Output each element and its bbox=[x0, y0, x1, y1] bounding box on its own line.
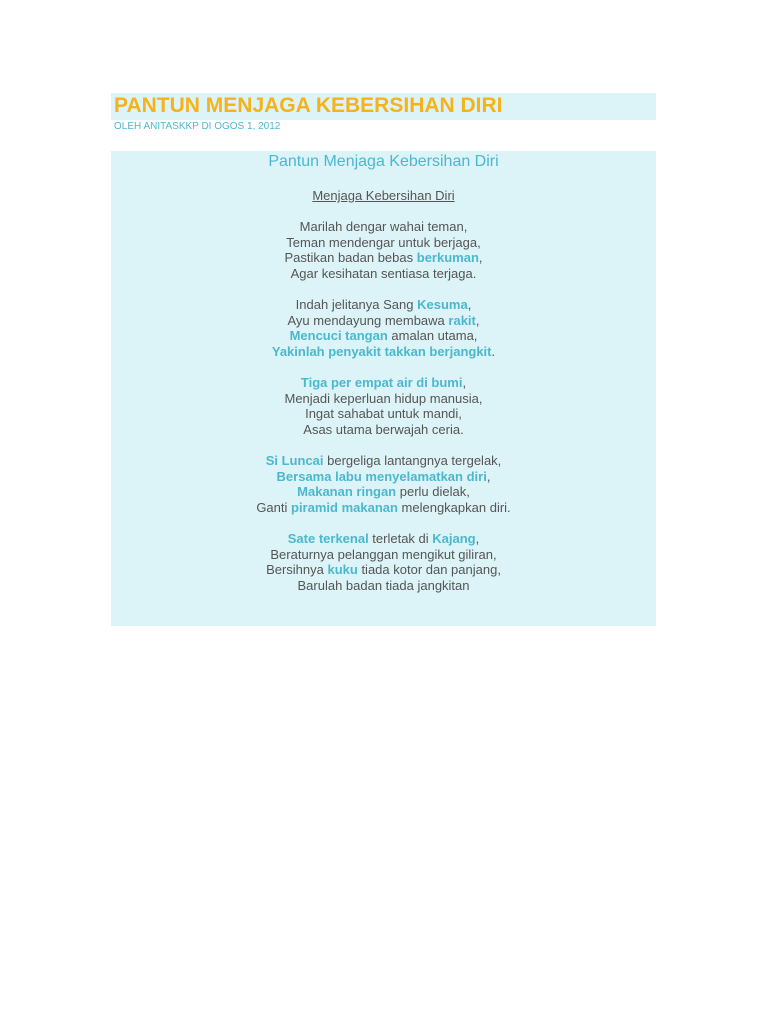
post-byline[interactable]: OLEH ANITASKKP DI OGOS 1, 2012 bbox=[114, 121, 281, 132]
content-title: Pantun Menjaga Kebersihan Diri bbox=[268, 153, 499, 170]
stanza-line bbox=[111, 531, 656, 547]
keyword-link[interactable]: piramid makanan bbox=[291, 499, 398, 515]
keyword-link[interactable]: Mencuci tangan bbox=[289, 328, 388, 344]
stanza-line bbox=[111, 328, 656, 344]
stanza-line bbox=[111, 250, 656, 266]
keyword-link[interactable]: Bersama labu menyelamatkan diri bbox=[276, 468, 487, 484]
stanza bbox=[111, 297, 656, 359]
stanza-line bbox=[111, 297, 656, 313]
line-text: Barulah badan tiada jangkitan bbox=[297, 577, 470, 593]
stanza-line bbox=[111, 266, 656, 282]
stanza bbox=[111, 219, 656, 281]
stanza-line bbox=[111, 391, 656, 407]
keyword-link[interactable]: Yakinlah penyakit takkan berjangkit bbox=[271, 343, 492, 359]
line-text: Ingat sahabat untuk mandi, bbox=[305, 406, 462, 422]
line-text: , bbox=[475, 531, 480, 546]
stanza-line bbox=[111, 344, 656, 360]
stanza-line bbox=[111, 578, 656, 594]
stanza bbox=[111, 531, 656, 593]
line-text: Teman mendengar untuk berjaga, bbox=[286, 234, 481, 250]
stanza-line bbox=[111, 313, 656, 329]
stanza-line bbox=[111, 375, 656, 391]
stanza-line bbox=[111, 562, 656, 578]
keyword-link[interactable]: Tiga per empat air di bumi bbox=[300, 375, 463, 390]
line-text: melengkapkan diri. bbox=[397, 499, 511, 515]
keyword-link[interactable]: Makanan ringan bbox=[297, 484, 397, 500]
line-text: perlu dielak, bbox=[396, 484, 470, 500]
stanza-line bbox=[111, 219, 656, 235]
line-text: terletak di bbox=[368, 531, 433, 546]
keyword-link[interactable]: Kesuma bbox=[417, 297, 468, 312]
keyword-link[interactable]: Sate terkenal bbox=[287, 531, 369, 546]
line-text: , bbox=[478, 250, 483, 266]
post-title: PANTUN MENJAGA KEBERSIHAN DIRI bbox=[114, 94, 503, 117]
pantun-content-panel bbox=[111, 151, 656, 626]
stanza-line bbox=[111, 422, 656, 438]
stanza-line bbox=[111, 453, 656, 469]
line-text: tiada kotor dan panjang, bbox=[357, 562, 501, 578]
line-text: , bbox=[475, 312, 480, 328]
line-text: Asas utama berwajah ceria. bbox=[303, 421, 464, 437]
keyword-link[interactable]: Kajang bbox=[432, 531, 476, 546]
stanza bbox=[111, 375, 656, 437]
keyword-link[interactable]: rakit bbox=[448, 312, 476, 328]
line-text: , bbox=[467, 297, 472, 312]
line-text: Marilah dengar wahai teman, bbox=[299, 219, 468, 234]
stanza bbox=[111, 453, 656, 515]
line-text: , bbox=[462, 375, 467, 390]
stanza-line bbox=[111, 484, 656, 500]
content-subheading: Menjaga Kebersihan Diri bbox=[312, 188, 455, 203]
stanza-line bbox=[111, 235, 656, 251]
line-text: . bbox=[491, 343, 496, 359]
line-text: , bbox=[486, 468, 491, 484]
line-text: Agar kesihatan sentiasa terjaga. bbox=[290, 265, 477, 281]
line-text: amalan utama, bbox=[387, 328, 478, 344]
keyword-link[interactable]: kuku bbox=[327, 562, 358, 578]
keyword-link[interactable]: Si Luncai bbox=[265, 453, 324, 468]
line-text: Ganti bbox=[256, 499, 291, 515]
stanza-line bbox=[111, 406, 656, 422]
keyword-link[interactable]: berkuman bbox=[416, 250, 479, 266]
stanza-line bbox=[111, 500, 656, 516]
stanza-line bbox=[111, 469, 656, 485]
line-text: bergeliga lantangnya tergelak, bbox=[323, 453, 502, 468]
line-text: Indah jelitanya Sang bbox=[295, 297, 418, 312]
line-text: Ayu mendayung membawa bbox=[287, 312, 449, 328]
line-text: Pastikan badan bebas bbox=[284, 250, 417, 266]
line-text: Menjadi keperluan hidup manusia, bbox=[284, 390, 483, 406]
line-text: Beraturnya pelanggan mengikut giliran, bbox=[270, 546, 497, 562]
stanza-line bbox=[111, 547, 656, 563]
line-text: Bersihnya bbox=[266, 562, 328, 578]
